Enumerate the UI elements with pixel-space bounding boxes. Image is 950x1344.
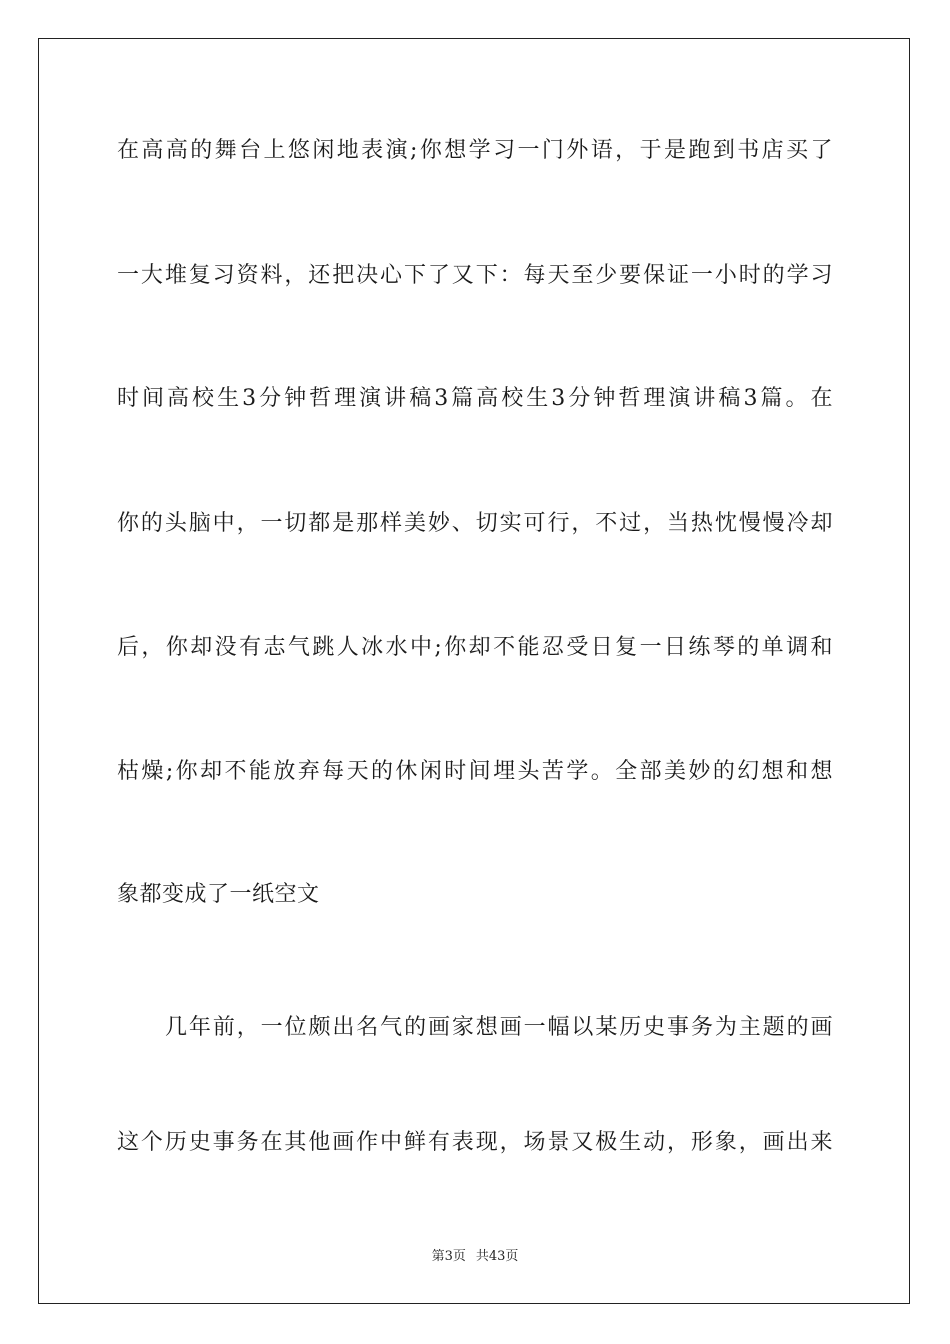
text-line-6: 枯燥;你却不能放弃每天的休闲时间埋头苦学。全部美妙的幻想和想 xyxy=(117,759,833,784)
text-line-7: 象都变成了一纸空文 xyxy=(117,882,320,907)
text-line-5: 后，你却没有志气跳人冰水中;你却不能忍受日复一日练琴的单调和 xyxy=(117,635,833,660)
page-number: 第3页 xyxy=(431,1249,466,1264)
page-border xyxy=(38,38,910,1304)
text-line-9: 这个历史事务在其他画作中鲜有表现，场景又极生动，形象，画出来 xyxy=(117,1130,833,1155)
text-line-1: 在高高的舞台上悠闲地表演;你想学习一门外语，于是跑到书店买了 xyxy=(117,138,833,163)
page-total: 共43页 xyxy=(475,1249,519,1264)
text-line-3: 时间高校生3分钟哲理演讲稿3篇高校生3分钟哲理演讲稿3篇。在 xyxy=(117,386,833,411)
page-footer xyxy=(0,1248,950,1266)
text-line-4: 你的头脑中，一切都是那样美妙、切实可行，不过，当热忱慢慢冷却 xyxy=(117,511,833,536)
paragraph-first-line: 几年前，一位颇出名气的画家想画一幅以某历史事务为主题的画 xyxy=(165,1015,833,1040)
text-line-2: 一大堆复习资料，还把决心下了又下：每天至少要保证一小时的学习 xyxy=(117,263,833,288)
